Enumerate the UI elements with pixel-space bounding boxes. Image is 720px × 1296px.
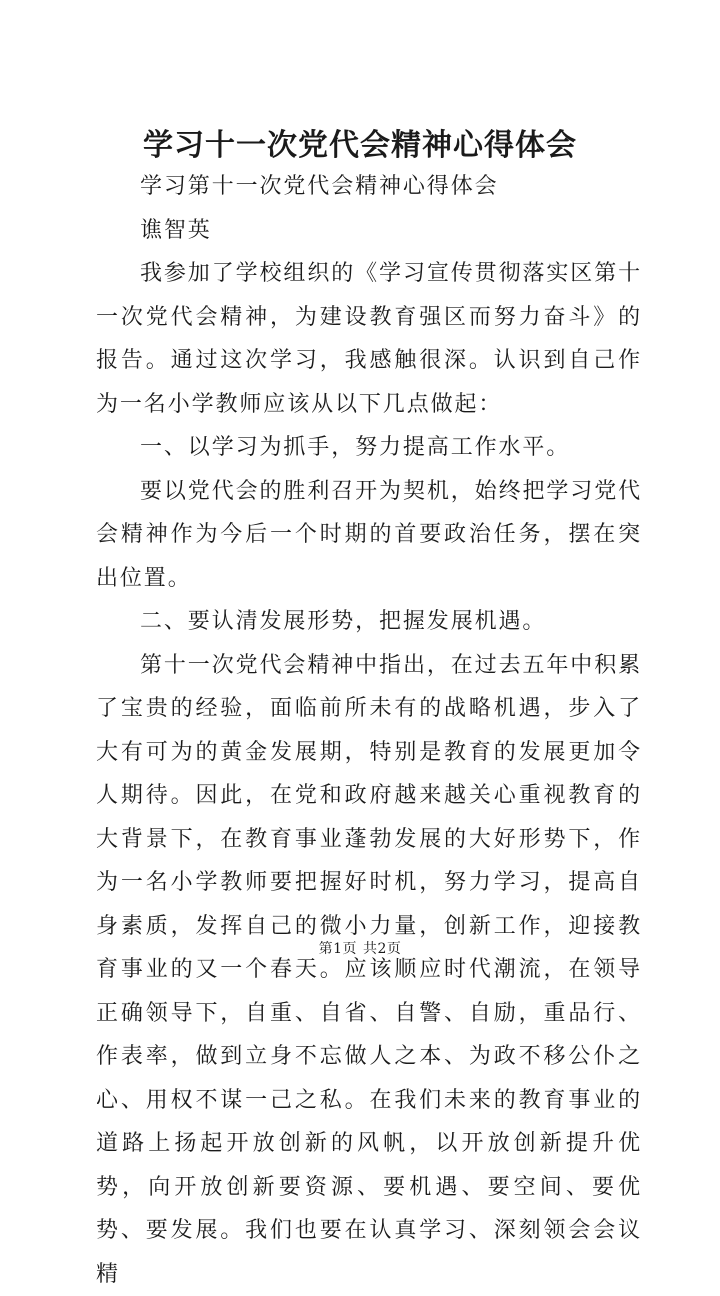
author-name: 谯智英 (96, 209, 642, 253)
page-footer (0, 940, 720, 958)
paragraph-section-1: 要以党代会的胜利召开为契机，始终把学习党代会精神作为今后一个时期的首要政治任务，摆在突出位置。 (96, 470, 642, 601)
document-body (96, 165, 642, 1296)
subtitle-line: 学习第十一次党代会精神心得体会 (96, 165, 642, 209)
paragraph-intro: 我参加了学校组织的《学习宣传贯彻落实区第十一次党代会精神，为建设教育强区而努力奋斗》的报告。通过这次学习，我感触很深。认识到自己作为一名小学教师应该从以下几点做起： (96, 252, 642, 426)
paragraph-section-2: 第十一次党代会精神中指出，在过去五年中积累了宝贵的经验，面临前所未有的战略机遇，步入了大有可为的黄金发展期，特别是教育的发展更加令人期待。因此，在党和政府越来越关心重视教育的大背景下，在教育事业蓬勃发展的大好形势下，作为一名小学教师要把握好时机，努力学习，提高自身素质，发挥自己的微小力量，创新工作，迎接教育事业的又一个春天。应该顺应时代潮流，在领导正确领导下，自重、自省、自警、自励，重品行、作表率，做到立身不忘做人之本、为政不移公仆之心、用权不谋一己之私。在我们未来的教育事业的道路上扬起开放创新的风帆，以开放创新提升优势，向开放创新要资源、要机遇、要空间、要优势、要发展。我们也要在认真学习、深刻领会会议精 (96, 644, 642, 1296)
section-heading-1: 一、以学习为抓手，努力提高工作水平。 (96, 426, 642, 470)
section-heading-2: 二、要认清发展形势，把握发展机遇。 (96, 600, 642, 644)
document-title: 学习十一次党代会精神心得体会 (0, 126, 720, 166)
page-number: 第1页 (319, 941, 357, 957)
page-total: 共2页 (363, 941, 401, 957)
